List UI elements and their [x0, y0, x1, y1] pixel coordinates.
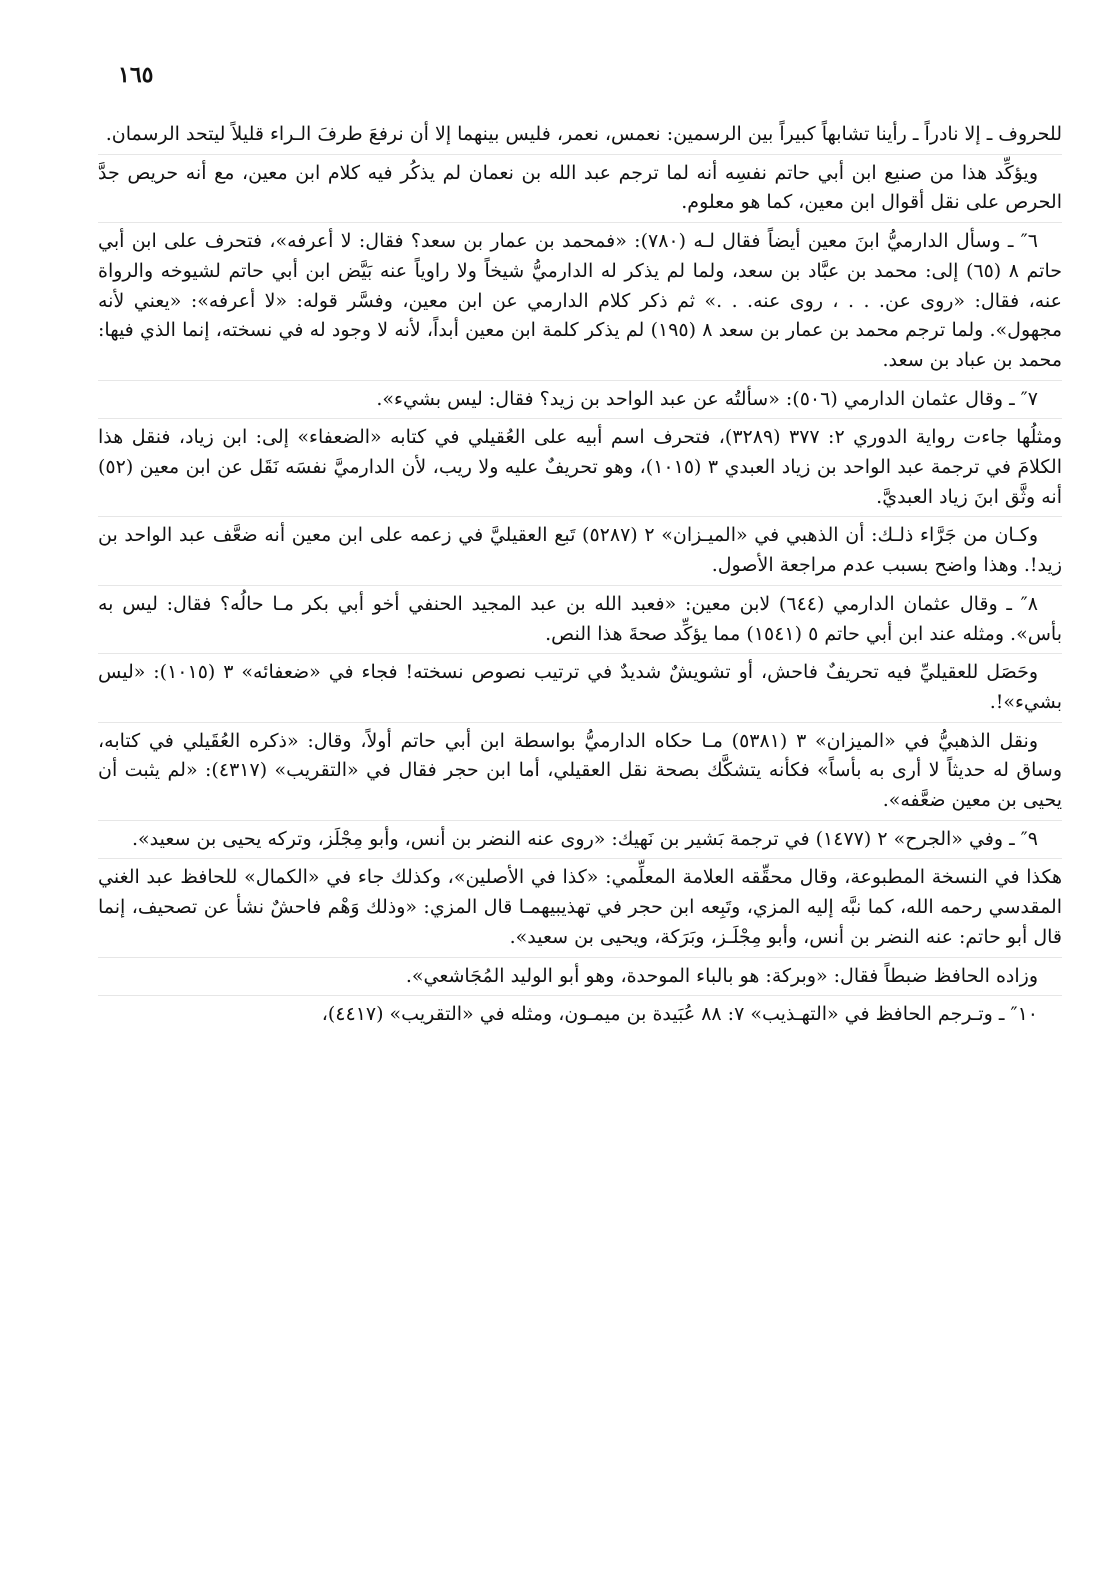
- paragraph-11: هكذا في النسخة المطبوعة، وقال محقِّقه العلامة المعلِّمي: «كذا في الأصلين»، وكذلك جاء في «الكمال» للحافظ عبد الغني المقدسي رحمه الله، كما نبَّه إليه المزي، وتَبِعه ابن حجر في تهذيبيهمـا قال المزي: «وذلك وَهْم فاحشٌ نشأ عن تصحيف، إنما قال أبو حاتم: عنه النضر بن أنس، وأبو مِجْلَـز، وبَرَكة، ويحيى بن سعيد».: [98, 858, 1062, 952]
- paragraph-8: وحَصَل للعقيليِّ فيه تحريفٌ فاحش، أو تشويشٌ شديدٌ في ترتيب نصوص نسخته! فجاء في «ضعفائه» ٣ (١٠١٥): «ليس بشيء»!.: [98, 653, 1062, 717]
- paragraph-1: للحروف ـ إلا نادراً ـ رأينا تشابهاً كبيراً بين الرسمين: نعمس، نعمر، فليس بينهما إلا أن نرفعَ طرفَ الـراء قليلاً ليتحد الرسمان.: [105, 123, 1062, 145]
- paragraph-2: ويؤكِّد هذا من صنيع ابن أبي حاتم نفسِه أنه لما ترجم عبد الله بن نعمان لم يذكُر فيه كلام ابن معين، مع أنه حريص جدَّ الحرص على نقل أقوال ابن معين، كما هو معلوم.: [98, 154, 1062, 218]
- paragraph-7: ٨″ ـ وقال عثمان الدارمي (٦٤٤) لابن معين: «فعبد الله بن عبد المجيد الحنفي أخو أبي بكر مـا حالُه؟ فقال: ليس به بأس». ومثله عند ابن أبي حاتم ٥ (١٥٤١) مما يؤكِّد صحةَ هذا النص.: [98, 585, 1062, 649]
- paragraph-9: ونقل الذهبيُّ في «الميزان» ٣ (٥٣٨١) مـا حكاه الدارميُّ بواسطة ابن أبي حاتم أولاً، وقال: «ذكره العُقَيلي في كتابه، وساق له حديثاً لا أرى به بأساً» فكأنه يتشكَّك بصحة نقل العقيلي، أما ابن حجر فقال في «التقريب» (٤٣١٧): «لم يثبت أن يحيى بن معين ضعَّفه».: [98, 722, 1062, 816]
- paragraph-12: وزاده الحافظ ضبطاً فقال: «وبركة: هو بالباء الموحدة، وهو أبو الوليد المُجَاشعي».: [98, 957, 1062, 992]
- paragraph-5: ومثلُها جاءت رواية الدوري ٢: ٣٧٧ (٣٢٨٩)، فتحرف اسم أبيه على العُقيلي في كتابه «الضعفاء» إلى: ابن زياد، فنقل هذا الكلامَ في ترجمة عبد الواحد بن زياد العبدي ٣ (١٠١٥)، وهو تحريفٌ عليه ولا ريب، لأن الدارميَّ نفسَه نَقَل عن ابن معين (٥٢) أنه وثَّق ابنَ زياد العبديَّ.: [98, 418, 1062, 512]
- paragraph-13: ١٠″ ـ وتـرجم الحافظ في «التهـذيب» ٧: ٨٨ عُبَيدة بن ميمـون، ومثله في «التقريب» (٤٤١٧)،: [98, 995, 1062, 1030]
- body-text: [98, 120, 1062, 1030]
- page-number: ١٦٥: [118, 62, 154, 88]
- paragraph-6: وكـان من جَرَّاء ذلـك: أن الذهبي في «الميـزان» ٢ (٥٢٨٧) تَبع العقيليَّ في زعمه على ابن معين أنه ضعَّف عبد الواحد بن زيد!. وهذا واضح بسبب عدم مراجعة الأصول.: [98, 516, 1062, 580]
- paragraph-3: ٦″ ـ وسأل الدارميُّ ابنَ معين أيضاً فقال لـه (٧٨٠): «فمحمد بن عمار بن سعد؟ فقال: لا أعرفه»، فتحرف على ابن أبي حاتم ٨ (٦٥) إلى: محمد بن عبَّاد بن سعد، ولما لم يذكر له الدارميُّ شيخاً ولا راوياً عنه بَيَّض ابن أبي حاتم لشيوخه والرواة عنه، فقال: «روى عن. . . ، روى عنه. . .» ثم ذكر كلام الدارمي عن ابن معين، وفسَّر قوله: «لا أعرفه»: «يعني لأنه مجهول». ولما ترجم محمد بن عمار بن سعد ٨ (١٩٥) لم يذكر كلمة ابن معين أبداً، لأنه لا وجود له في نسخته، إنما الذي فيها: محمد بن عباد بن سعد.: [98, 222, 1062, 376]
- paragraph-10: ٩″ ـ وفي «الجرح» ٢ (١٤٧٧) في ترجمة بَشير بن نَهيك: «روى عنه النضر بن أنس، وأبو مِجْلَز، وتركه يحيى بن سعيد».: [98, 820, 1062, 855]
- paragraph-4: ٧″ ـ وقال عثمان الدارمي (٥٠٦): «سألتُه عن عبد الواحد بن زيد؟ فقال: ليس بشيء».: [98, 380, 1062, 415]
